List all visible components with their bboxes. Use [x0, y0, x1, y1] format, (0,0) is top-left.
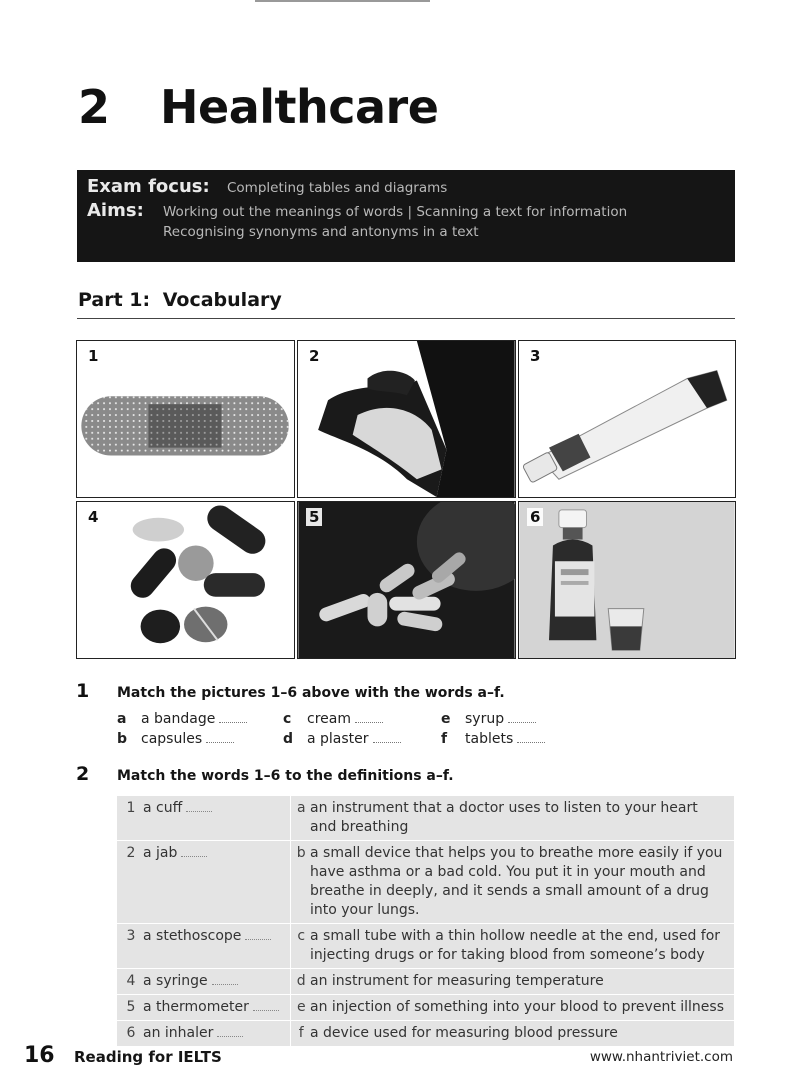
chapter-title: Healthcare [160, 80, 439, 134]
row-word [143, 995, 290, 1021]
word-text: a jab [143, 845, 178, 861]
picture-grid [76, 340, 736, 660]
answer-blank[interactable] [508, 722, 536, 723]
option-e [441, 711, 536, 727]
picture-number: 2 [306, 347, 322, 365]
option-word: cream [307, 711, 351, 727]
row-letter: b [290, 841, 310, 924]
picture-6 [518, 501, 736, 659]
picture-1 [76, 340, 295, 498]
chapter-number: 2 [78, 80, 110, 134]
word-text: a thermometer [143, 999, 249, 1015]
word-text: a cuff [143, 800, 183, 816]
row-definition: a small tube with a thin hollow needle at the end, used for injecting drugs or for taking blood from someone’s body [310, 924, 734, 969]
chapter-heading [78, 80, 438, 134]
picture-number: 5 [306, 508, 322, 526]
aims-text-line2: Recognising synonyms and antonyms in a text [163, 224, 479, 240]
book-title: Reading for IELTS [74, 1048, 222, 1066]
page-number: 16 [24, 1043, 55, 1068]
answer-blank[interactable] [181, 856, 207, 857]
bandage-icon [298, 341, 515, 497]
word-text: a stethoscope [143, 928, 242, 944]
plaster-icon [77, 341, 294, 497]
row-definition: a small device that helps you to breathe more easily if you have asthma or a bad cold. You put it in your mouth and breathe in deeply, and it sends a small amount of a drug into your lungs. [310, 841, 734, 924]
exam-focus-text: Completing tables and diagrams [227, 180, 448, 196]
row-definition: an injection of something into your blood to prevent illness [310, 995, 734, 1021]
option-letter: d [283, 731, 294, 747]
answer-blank[interactable] [219, 722, 247, 723]
exercise-2-number: 2 [76, 763, 90, 785]
top-rule [255, 0, 430, 2]
option-b [117, 731, 234, 747]
table-row [117, 969, 734, 995]
picture-number: 4 [85, 508, 101, 526]
exam-focus-label: Exam focus: [87, 176, 210, 197]
row-number: 2 [117, 841, 143, 924]
answer-blank[interactable] [355, 722, 383, 723]
aims-label: Aims: [87, 200, 144, 221]
row-word [143, 969, 290, 995]
part-divider [77, 318, 735, 319]
table-row [117, 924, 734, 969]
option-word: tablets [465, 731, 514, 747]
option-word: a bandage [141, 711, 216, 727]
option-letter: e [441, 711, 451, 727]
answer-blank[interactable] [206, 742, 234, 743]
picture-3 [518, 340, 736, 498]
aims-row [87, 200, 725, 224]
definitions-table [117, 796, 734, 1046]
answer-blank[interactable] [373, 742, 401, 743]
row-word [143, 1021, 290, 1047]
answer-blank[interactable] [517, 742, 545, 743]
option-word: a plaster [307, 731, 369, 747]
option-f [441, 731, 545, 747]
answer-blank[interactable] [253, 1010, 279, 1011]
row-number: 3 [117, 924, 143, 969]
option-letter: f [441, 731, 448, 747]
table-row [117, 796, 734, 841]
part-title: Vocabulary [162, 289, 282, 311]
row-word [143, 924, 290, 969]
row-letter: e [290, 995, 310, 1021]
row-number: 6 [126, 1025, 136, 1041]
table-row [117, 1021, 734, 1047]
syrup-bottle-icon [519, 502, 735, 658]
capsules-icon [298, 502, 515, 658]
option-d [283, 731, 401, 747]
option-letter: b [117, 731, 128, 747]
table-row [117, 995, 734, 1021]
exercise-2-instruction: Match the words 1–6 to the definitions a–f. [117, 768, 454, 784]
row-letter: f [298, 1025, 304, 1041]
option-word: syrup [465, 711, 505, 727]
exercise-1-number: 1 [76, 680, 90, 702]
row-letter: a [290, 796, 310, 841]
option-c [283, 711, 383, 727]
row-word [143, 796, 290, 841]
picture-number: 6 [527, 508, 543, 526]
exam-focus-row [87, 176, 725, 200]
row-definition: a device used for measuring blood pressure [310, 1025, 618, 1041]
part-heading [78, 289, 282, 311]
aims-row-2 [87, 224, 725, 248]
row-number: 4 [117, 969, 143, 995]
picture-4 [76, 501, 295, 659]
answer-blank[interactable] [217, 1036, 243, 1037]
picture-number: 3 [527, 347, 543, 365]
row-definition: an instrument for measuring temperature [310, 969, 734, 995]
answer-blank[interactable] [245, 939, 271, 940]
row-letter: c [290, 924, 310, 969]
publisher-url: www.nhantriviet.com [589, 1049, 733, 1065]
exam-focus-box [77, 170, 735, 262]
word-text: a syringe [143, 973, 208, 989]
row-definition: an instrument that a doctor uses to listen to your heart and breathing [310, 796, 734, 841]
part-label: Part 1: [78, 289, 151, 311]
picture-number: 1 [85, 347, 101, 365]
picture-5 [297, 501, 516, 659]
row-number: 5 [117, 995, 143, 1021]
answer-blank[interactable] [212, 984, 238, 985]
table-row [117, 841, 734, 924]
option-word: capsules [141, 731, 203, 747]
option-letter: c [283, 711, 292, 727]
answer-blank[interactable] [186, 811, 212, 812]
cream-tube-icon [519, 341, 735, 497]
word-text: an inhaler [143, 1025, 214, 1041]
row-number: 1 [117, 796, 143, 841]
option-letter: a [117, 711, 127, 727]
row-letter: d [290, 969, 310, 995]
option-a [117, 711, 247, 727]
aims-text-line1: Working out the meanings of words | Scanning a text for information [163, 204, 628, 220]
row-word [143, 841, 290, 924]
picture-2 [297, 340, 516, 498]
tablets-icon [77, 502, 294, 658]
exercise-1-instruction: Match the pictures 1–6 above with the words a–f. [117, 685, 505, 701]
